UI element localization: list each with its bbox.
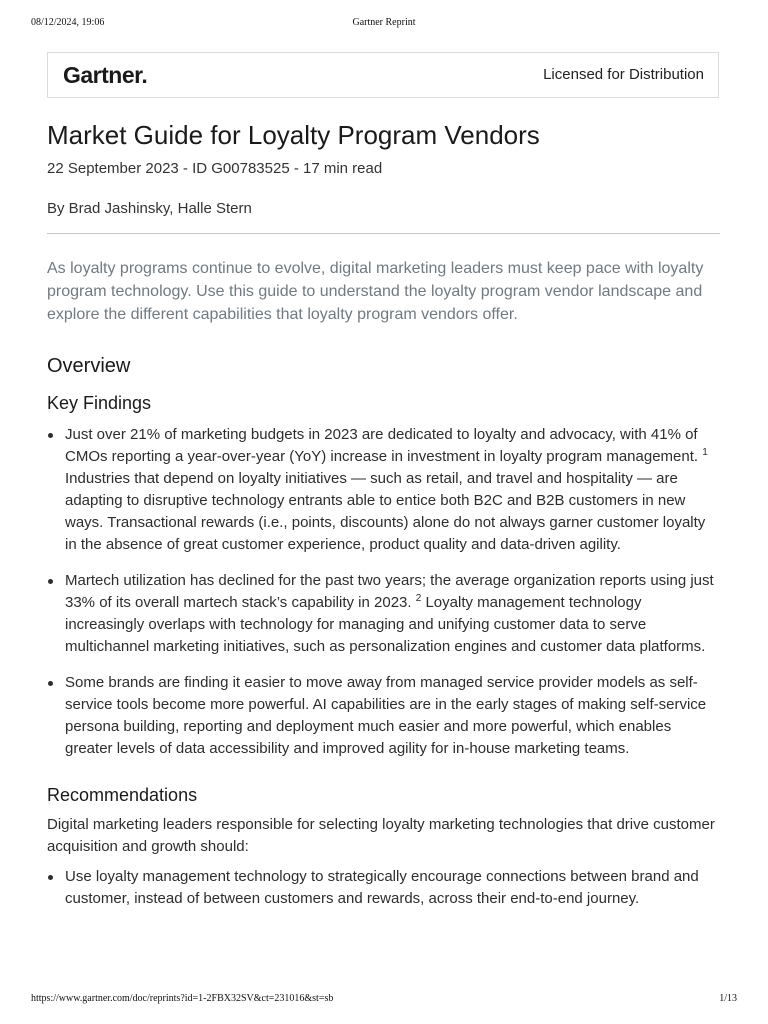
list-item [47,866,720,910]
recommendations-intro: Digital marketing leaders responsible for selecting loyalty marketing technologies that drive customer acquisition and growth should: [47,816,715,855]
license-label: Licensed for Distribution [543,66,704,83]
bullet-icon [48,681,53,686]
print-page-title: Gartner Reprint [352,17,416,28]
document-authors: By Brad Jashinsky, Halle Stern [47,200,252,217]
print-footer [31,993,737,1007]
document-summary: As loyalty programs continue to evolve, digital marketing leaders must keep pace with loyalty program technology. Use this guide to understand the loyalty program vendor landscape and explore the different capabilities that loyalty program vendors offer. [47,260,704,323]
bullet-icon [48,579,53,584]
key-findings-list [47,424,720,760]
print-datetime: 08/12/2024, 19:06 [31,17,105,28]
recommendation-text: Use loyalty management technology to strategically encourage connections between brand and customer, instead of between customers and rewards, across their end-to-end journey. [65,868,699,907]
document-meta: 22 September 2023 - ID G00783525 - 17 min read [47,160,383,177]
recommendations-list [47,866,720,910]
recommendations-heading: Recommendations [47,785,198,805]
divider [47,233,720,234]
overview-heading: Overview [47,355,131,377]
document-title: Market Guide for Loyalty Program Vendors [47,120,540,150]
finding-text: Just over 21% of marketing budgets in 2023 are dedicated to loyalty and advocacy, with 41% of CMOs reporting a year-over-year (YoY) increase in investment in loyalty program management. [65,426,699,465]
key-findings-heading: Key Findings [47,393,152,413]
finding-text: Some brands are finding it easier to move away from managed service provider models as self-service tools become more powerful. AI capabilities are in the early stages of making self-service persona building, reporting and deployment much easier and more powerful, which enables greater levels of data accessibility and improved agility for in-house marketing teams. [65,674,707,757]
document-content [47,118,720,924]
finding-text-continued: Industries that depend on loyalty initiatives — such as retail, and travel and hospitality — are adapting to disruptive technology entrants able to entice both B2C and B2B customers in new ways. Transactional rewards (i.e., points, discounts) alone do not always garner customer loyalty in the absence of great customer experience, product quality and data-driven agility. [65,470,706,553]
gartner-logo[interactable]: Gartner. [63,62,148,88]
brand-bar [47,52,719,98]
list-item [47,672,720,760]
finding-text-continued: Loyalty management technology increasingly overlaps with technology for managing and unifying customer data to serve multichannel marketing initiatives, such as personalization engines and customer data platforms. [65,594,706,655]
footnote-link[interactable]: 2 [415,593,422,604]
print-header [31,17,737,31]
bullet-icon [48,433,53,438]
list-item [47,570,720,658]
print-page-number: 1/13 [719,993,737,1004]
print-url: https://www.gartner.com/doc/reprints?id=1-2FBX32SV&ct=231016&st=sb [31,993,334,1004]
footnote-link[interactable]: 1 [702,447,708,458]
list-item [47,424,720,556]
bullet-icon [48,875,53,880]
finding-text: Martech utilization has declined for the past two years; the average organization reports using just 33% of its overall martech stack’s capability in 2023. [65,572,714,611]
